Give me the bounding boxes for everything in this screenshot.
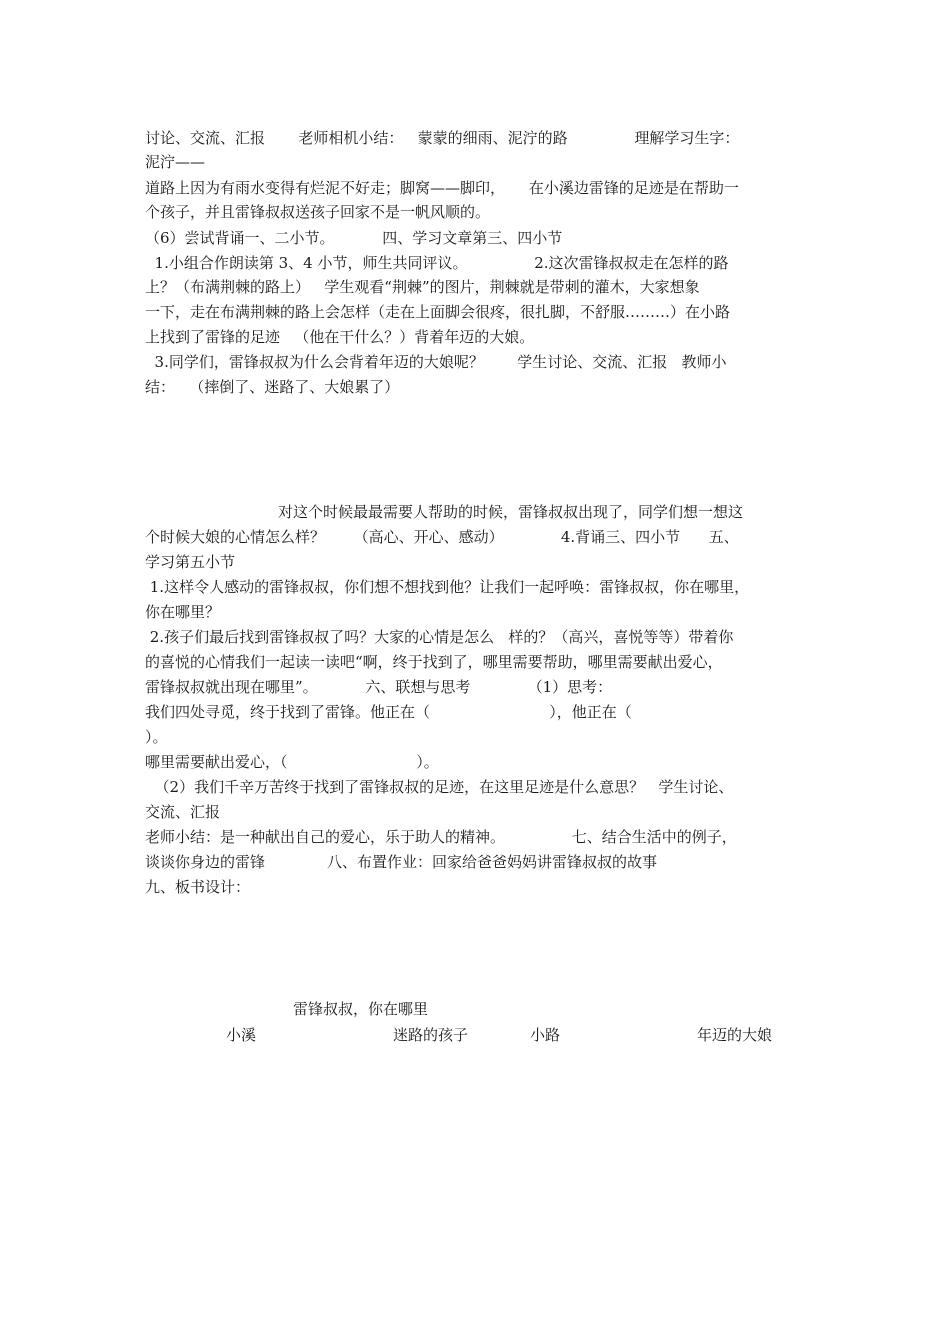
text-line: 对这个时候最最需要人帮助的时候，雷锋叔叔出现了，同学们想一想这 xyxy=(278,503,744,521)
text-line: 学习第五小节 xyxy=(145,553,236,571)
board-item: 迷路的孩子 xyxy=(393,1026,469,1044)
text-line: 老师小结：是一种献出自己的爱心，乐于助人的精神。 七、结合生活中的例子， xyxy=(145,828,737,846)
text-line: 道路上因为有雨水变得有烂泥不好走；脚窝——脚印， 在小溪边雷锋的足迹是在帮助一 xyxy=(145,179,739,197)
text-line: 1.这样令人感动的雷锋叔叔，你们想不想找到他？让我们一起呼唤：雷锋叔叔，你在哪里， xyxy=(145,578,750,596)
text-line: 我们四处寻觅，终于找到了雷锋。他正在（ ），他正在（ xyxy=(145,703,632,721)
text-line: 讨论、交流、汇报 老师相机小结： 蒙蒙的细雨、泥泞的路 理解学习生字： xyxy=(145,129,740,147)
text-line: 的喜悦的心情我们一起读一读吧“啊，终于找到了，哪里需要帮助，哪里需要献出爱心， xyxy=(145,653,723,671)
text-line: 雷锋叔叔就出现在哪里”。 六、联想与思考 （1）思考： xyxy=(145,678,613,696)
text-line: 泥泞—— xyxy=(145,153,206,171)
text-line: 个孩子，并且雷锋叔叔送孩子回家不是一帆风顺的。 xyxy=(145,203,491,221)
text-line: 哪里需要献出爱心，（ ）。 xyxy=(145,753,439,771)
text-line: 交流、汇报 xyxy=(145,803,221,821)
text-line: （6）尝试背诵一、二小节。 四、学习文章第三、四小节 xyxy=(145,229,563,247)
text-line: 上？（布满荆棘的路上） 学生观看“荆棘”的图片，荆棘就是带刺的灌木，大家想象 xyxy=(145,278,700,296)
text-line: 结： （摔倒了、迷路了、大娘累了） xyxy=(145,378,400,396)
text-line: 2.孩子们最后找到雷锋叔叔了吗？大家的心情是怎么 样的？（高兴，喜悦等等）带着你 xyxy=(145,628,734,646)
text-line: ）。 xyxy=(145,728,168,746)
board-item: 小溪 xyxy=(226,1026,257,1044)
text-line: 1.小组合作朗读第 3、4 小节，师生共同评议。 2.这次雷锋叔叔走在怎样的路 xyxy=(145,254,729,272)
text-line: 谈谈你身边的雷锋 八、布置作业：回家给爸爸妈妈讲雷锋叔叔的故事 xyxy=(145,853,657,871)
board-item: 年迈的大娘 xyxy=(697,1026,773,1044)
text-line: 九、板书设计： xyxy=(145,878,251,896)
text-line: 上找到了雷锋的足迹 （他在干什么？）背着年迈的大娘。 xyxy=(145,328,535,346)
board-title: 雷锋叔叔，你在哪里 xyxy=(293,1000,429,1018)
text-line: （2）我们千辛万苦终于找到了雷锋叔叔的足迹，在这里足迹是什么意思？ 学生讨论、 xyxy=(145,778,734,796)
text-line: 你在哪里？ xyxy=(145,603,221,621)
text-line: 3.同学们，雷锋叔叔为什么会背着年迈的大娘呢？ 学生讨论、交流、汇报 教师小 xyxy=(145,353,727,371)
board-item: 小路 xyxy=(530,1026,561,1044)
text-line: 一下，走在布满荆棘的路上会怎样（走在上面脚会很疼，很扎脚，不舒服………）在小路 xyxy=(145,303,731,321)
text-line: 个时候大娘的心情怎么样？ （高心、开心、感动） 4.背诵三、四小节 五、 xyxy=(145,528,739,546)
